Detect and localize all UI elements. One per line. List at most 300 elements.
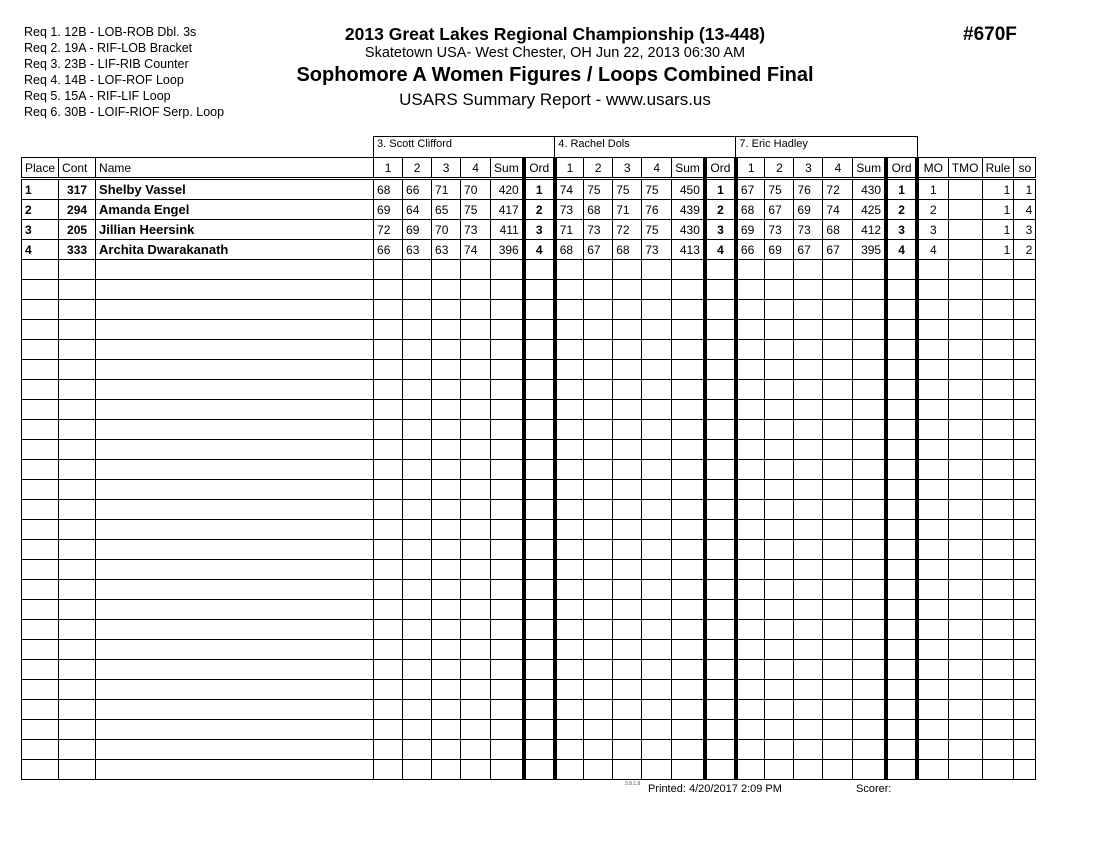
empty-cell: [22, 420, 59, 440]
judge-1-col-4: 4: [461, 158, 491, 179]
empty-cell: [555, 760, 584, 780]
empty-cell: [524, 600, 555, 620]
empty-cell: [461, 320, 491, 340]
empty-cell: [794, 320, 823, 340]
empty-cell: [1014, 280, 1036, 300]
empty-cell: [374, 600, 403, 620]
empty-cell: [96, 740, 374, 760]
empty-cell: [59, 360, 96, 380]
empty-cell: [403, 360, 432, 380]
judge-3-score-cell: 4: [886, 240, 917, 260]
empty-cell: [736, 740, 765, 760]
empty-cell: [794, 560, 823, 580]
empty-cell: [374, 420, 403, 440]
judge-2-score-cell: 73: [642, 240, 672, 260]
empty-cell: [374, 760, 403, 780]
empty-cell: [917, 560, 948, 580]
empty-cell: [823, 680, 853, 700]
empty-cell: [948, 680, 982, 700]
empty-cell: [432, 340, 461, 360]
empty-cell: [374, 280, 403, 300]
empty-cell: [432, 360, 461, 380]
empty-cell: [853, 260, 886, 280]
empty-cell: [524, 640, 555, 660]
empty-cell: [886, 500, 917, 520]
empty-cell: [917, 440, 948, 460]
tmo-cell: [948, 220, 982, 240]
empty-cell: [642, 420, 672, 440]
empty-cell: [461, 740, 491, 760]
col-place: Place: [22, 158, 59, 179]
empty-cell: [403, 400, 432, 420]
empty-cell: [705, 460, 736, 480]
empty-cell: [524, 360, 555, 380]
empty-cell: [374, 580, 403, 600]
empty-cell: [736, 260, 765, 280]
empty-row: [22, 380, 1036, 400]
empty-cell: [491, 700, 524, 720]
empty-cell: [672, 660, 705, 680]
judge-1-col-1: 1: [374, 158, 403, 179]
judge-3-score-cell: 68: [823, 220, 853, 240]
empty-cell: [982, 460, 1014, 480]
empty-cell: [948, 320, 982, 340]
empty-cell: [461, 760, 491, 780]
empty-cell: [765, 680, 794, 700]
empty-cell: [948, 640, 982, 660]
judge-1-name: 3. Scott Clifford: [374, 137, 555, 158]
empty-cell: [22, 540, 59, 560]
empty-cell: [374, 260, 403, 280]
judge-2-score-cell: 74: [555, 179, 584, 200]
empty-cell: [555, 580, 584, 600]
empty-row: [22, 440, 1036, 460]
empty-row: [22, 360, 1036, 380]
empty-cell: [432, 380, 461, 400]
empty-cell: [736, 720, 765, 740]
empty-row: [22, 280, 1036, 300]
empty-cell: [736, 340, 765, 360]
empty-cell: [59, 620, 96, 640]
judge-1-score-cell: 2: [524, 200, 555, 220]
judge-3-score-cell: 72: [823, 179, 853, 200]
scorer-label: Scorer:: [856, 783, 892, 795]
empty-cell: [823, 440, 853, 460]
empty-cell: [917, 460, 948, 480]
empty-cell: [853, 540, 886, 560]
judge-2-score-cell: 76: [642, 200, 672, 220]
empty-cell: [982, 260, 1014, 280]
empty-cell: [736, 360, 765, 380]
empty-cell: [403, 760, 432, 780]
empty-cell: [59, 280, 96, 300]
empty-cell: [59, 400, 96, 420]
empty-cell: [491, 760, 524, 780]
col-tmo: TMO: [948, 158, 982, 179]
col-so: so: [1014, 158, 1036, 179]
empty-cell: [491, 520, 524, 540]
empty-cell: [794, 720, 823, 740]
empty-cell: [59, 700, 96, 720]
empty-cell: [948, 480, 982, 500]
empty-cell: [642, 480, 672, 500]
place-cell: 4: [22, 240, 59, 260]
empty-cell: [96, 720, 374, 740]
empty-cell: [22, 600, 59, 620]
empty-cell: [982, 340, 1014, 360]
empty-cell: [613, 660, 642, 680]
empty-cell: [1014, 600, 1036, 620]
table-row: [22, 220, 1036, 240]
empty-cell: [59, 480, 96, 500]
empty-cell: [765, 620, 794, 640]
empty-cell: [982, 300, 1014, 320]
empty-cell: [1014, 340, 1036, 360]
empty-cell: [524, 380, 555, 400]
empty-cell: [524, 440, 555, 460]
empty-cell: [374, 660, 403, 680]
empty-cell: [705, 440, 736, 460]
empty-cell: [886, 540, 917, 560]
empty-cell: [403, 540, 432, 560]
empty-cell: [736, 380, 765, 400]
empty-cell: [613, 600, 642, 620]
empty-cell: [982, 480, 1014, 500]
empty-cell: [823, 300, 853, 320]
empty-cell: [403, 720, 432, 740]
empty-cell: [1014, 420, 1036, 440]
empty-cell: [22, 520, 59, 540]
empty-cell: [96, 520, 374, 540]
empty-cell: [96, 620, 374, 640]
empty-cell: [403, 380, 432, 400]
empty-cell: [765, 580, 794, 600]
empty-cell: [403, 480, 432, 500]
empty-cell: [765, 380, 794, 400]
empty-cell: [374, 360, 403, 380]
empty-cell: [672, 680, 705, 700]
empty-cell: [886, 400, 917, 420]
judge-2-col-4: 4: [642, 158, 672, 179]
empty-cell: [948, 400, 982, 420]
judge-2-score-cell: 439: [672, 200, 705, 220]
mo-cell: 3: [917, 220, 948, 240]
event-title: Sophomore A Women Figures / Loops Combined Final: [296, 64, 814, 86]
empty-cell: [524, 500, 555, 520]
empty-cell: [1014, 580, 1036, 600]
empty-cell: [917, 660, 948, 680]
empty-cell: [491, 440, 524, 460]
empty-cell: [555, 740, 584, 760]
judge-3-score-cell: 430: [853, 179, 886, 200]
empty-cell: [705, 480, 736, 500]
empty-cell: [917, 500, 948, 520]
empty-cell: [823, 600, 853, 620]
empty-cell: [491, 380, 524, 400]
empty-cell: [823, 540, 853, 560]
empty-cell: [491, 420, 524, 440]
empty-cell: [948, 280, 982, 300]
empty-cell: [374, 680, 403, 700]
empty-cell: [886, 760, 917, 780]
empty-cell: [853, 400, 886, 420]
empty-cell: [823, 360, 853, 380]
judge-3-col-sum: Sum: [853, 158, 886, 179]
empty-cell: [823, 560, 853, 580]
empty-cell: [524, 740, 555, 760]
judge-2-score-cell: 71: [555, 220, 584, 240]
empty-cell: [524, 300, 555, 320]
empty-cell: [461, 480, 491, 500]
empty-cell: [705, 520, 736, 540]
judge-2-score-cell: 430: [672, 220, 705, 240]
col-rule: Rule: [982, 158, 1014, 179]
empty-cell: [765, 740, 794, 760]
empty-cell: [524, 760, 555, 780]
empty-cell: [823, 760, 853, 780]
empty-cell: [705, 340, 736, 360]
empty-cell: [982, 660, 1014, 680]
empty-cell: [736, 320, 765, 340]
empty-row: [22, 520, 1036, 540]
empty-cell: [432, 320, 461, 340]
empty-cell: [794, 660, 823, 680]
empty-cell: [555, 400, 584, 420]
judge-2-score-cell: 4: [705, 240, 736, 260]
empty-cell: [982, 420, 1014, 440]
empty-cell: [524, 580, 555, 600]
empty-cell: [672, 580, 705, 600]
empty-cell: [982, 720, 1014, 740]
empty-cell: [886, 460, 917, 480]
empty-cell: [672, 280, 705, 300]
empty-cell: [672, 400, 705, 420]
empty-cell: [823, 660, 853, 680]
empty-cell: [917, 280, 948, 300]
judge-3-score-cell: 69: [765, 240, 794, 260]
empty-cell: [948, 740, 982, 760]
empty-cell: [1014, 720, 1036, 740]
judge-2-score-cell: 73: [555, 200, 584, 220]
empty-cell: [948, 660, 982, 680]
mo-cell: 1: [917, 179, 948, 200]
empty-cell: [96, 380, 374, 400]
empty-cell: [432, 260, 461, 280]
empty-cell: [705, 580, 736, 600]
empty-cell: [917, 680, 948, 700]
empty-cell: [432, 280, 461, 300]
judge-3-score-cell: 395: [853, 240, 886, 260]
empty-cell: [22, 620, 59, 640]
empty-cell: [917, 360, 948, 380]
empty-cell: [794, 340, 823, 360]
empty-cell: [886, 520, 917, 540]
empty-cell: [853, 720, 886, 740]
empty-row: [22, 580, 1036, 600]
empty-cell: [491, 280, 524, 300]
judge-3-name: 7. Eric Hadley: [736, 137, 917, 158]
empty-cell: [524, 320, 555, 340]
empty-cell: [705, 300, 736, 320]
empty-cell: [584, 500, 613, 520]
empty-cell: [96, 400, 374, 420]
empty-cell: [886, 580, 917, 600]
empty-cell: [736, 540, 765, 560]
empty-cell: [403, 340, 432, 360]
empty-cell: [374, 320, 403, 340]
empty-row: [22, 460, 1036, 480]
empty-cell: [672, 560, 705, 580]
empty-cell: [22, 460, 59, 480]
empty-cell: [22, 400, 59, 420]
empty-cell: [705, 260, 736, 280]
empty-cell: [59, 320, 96, 340]
empty-cell: [403, 580, 432, 600]
empty-cell: [491, 600, 524, 620]
empty-cell: [948, 600, 982, 620]
rule-cell: 1: [982, 240, 1014, 260]
judge-2-score-cell: 68: [613, 240, 642, 260]
empty-cell: [461, 680, 491, 700]
empty-cell: [705, 620, 736, 640]
empty-cell: [59, 380, 96, 400]
empty-cell: [672, 260, 705, 280]
empty-cell: [886, 300, 917, 320]
empty-cell: [948, 520, 982, 540]
empty-cell: [59, 640, 96, 660]
empty-cell: [982, 280, 1014, 300]
empty-cell: [794, 400, 823, 420]
empty-cell: [22, 760, 59, 780]
empty-cell: [642, 740, 672, 760]
empty-cell: [555, 520, 584, 540]
judge-1-score-cell: 420: [491, 179, 524, 200]
empty-cell: [491, 540, 524, 560]
empty-cell: [982, 740, 1014, 760]
empty-cell: [705, 740, 736, 760]
empty-cell: [22, 740, 59, 760]
empty-cell: [22, 660, 59, 680]
empty-row: [22, 540, 1036, 560]
empty-cell: [982, 600, 1014, 620]
empty-cell: [982, 760, 1014, 780]
empty-cell: [374, 380, 403, 400]
empty-cell: [642, 660, 672, 680]
empty-cell: [886, 640, 917, 660]
empty-cell: [886, 740, 917, 760]
empty-cell: [823, 480, 853, 500]
empty-cell: [642, 720, 672, 740]
empty-cell: [794, 460, 823, 480]
empty-cell: [584, 660, 613, 680]
empty-cell: [948, 460, 982, 480]
empty-cell: [886, 340, 917, 360]
empty-cell: [765, 320, 794, 340]
empty-cell: [705, 540, 736, 560]
empty-cell: [853, 660, 886, 680]
empty-cell: [491, 340, 524, 360]
empty-cell: [613, 640, 642, 660]
empty-cell: [853, 420, 886, 440]
empty-cell: [917, 340, 948, 360]
empty-cell: [736, 620, 765, 640]
empty-cell: [705, 600, 736, 620]
skater-name-cell: Amanda Engel: [96, 200, 374, 220]
empty-cell: [22, 300, 59, 320]
judge-3-score-cell: 73: [794, 220, 823, 240]
empty-cell: [584, 320, 613, 340]
empty-cell: [948, 380, 982, 400]
empty-cell: [1014, 260, 1036, 280]
empty-cell: [461, 660, 491, 680]
empty-cell: [22, 700, 59, 720]
empty-cell: [432, 700, 461, 720]
empty-cell: [672, 540, 705, 560]
empty-cell: [491, 640, 524, 660]
tmo-cell: [948, 240, 982, 260]
empty-cell: [765, 440, 794, 460]
judge-3-score-cell: 69: [736, 220, 765, 240]
empty-cell: [584, 520, 613, 540]
empty-cell: [853, 340, 886, 360]
empty-cell: [642, 520, 672, 540]
empty-cell: [491, 500, 524, 520]
empty-cell: [982, 620, 1014, 640]
empty-cell: [672, 440, 705, 460]
empty-cell: [374, 700, 403, 720]
empty-cell: [948, 360, 982, 380]
empty-cell: [853, 600, 886, 620]
empty-row: [22, 320, 1036, 340]
empty-cell: [584, 740, 613, 760]
empty-cell: [584, 300, 613, 320]
empty-cell: [823, 420, 853, 440]
empty-cell: [374, 640, 403, 660]
empty-cell: [917, 300, 948, 320]
empty-row: [22, 400, 1036, 420]
empty-cell: [59, 420, 96, 440]
empty-row: [22, 340, 1036, 360]
empty-cell: [736, 480, 765, 500]
empty-cell: [705, 500, 736, 520]
empty-cell: [22, 720, 59, 740]
empty-cell: [96, 340, 374, 360]
empty-cell: [736, 420, 765, 440]
empty-cell: [672, 600, 705, 620]
empty-cell: [96, 560, 374, 580]
empty-cell: [59, 340, 96, 360]
empty-cell: [555, 660, 584, 680]
empty-cell: [794, 680, 823, 700]
empty-cell: [374, 520, 403, 540]
empty-cell: [524, 620, 555, 640]
empty-cell: [584, 260, 613, 280]
empty-cell: [705, 680, 736, 700]
empty-cell: [432, 520, 461, 540]
empty-cell: [705, 420, 736, 440]
empty-cell: [555, 500, 584, 520]
empty-cell: [22, 260, 59, 280]
judge-2-score-cell: 67: [584, 240, 613, 260]
empty-cell: [432, 300, 461, 320]
empty-cell: [823, 260, 853, 280]
judge-1-score-cell: 66: [374, 240, 403, 260]
empty-cell: [886, 320, 917, 340]
empty-cell: [823, 280, 853, 300]
empty-cell: [736, 660, 765, 680]
empty-cell: [642, 320, 672, 340]
empty-cell: [886, 280, 917, 300]
